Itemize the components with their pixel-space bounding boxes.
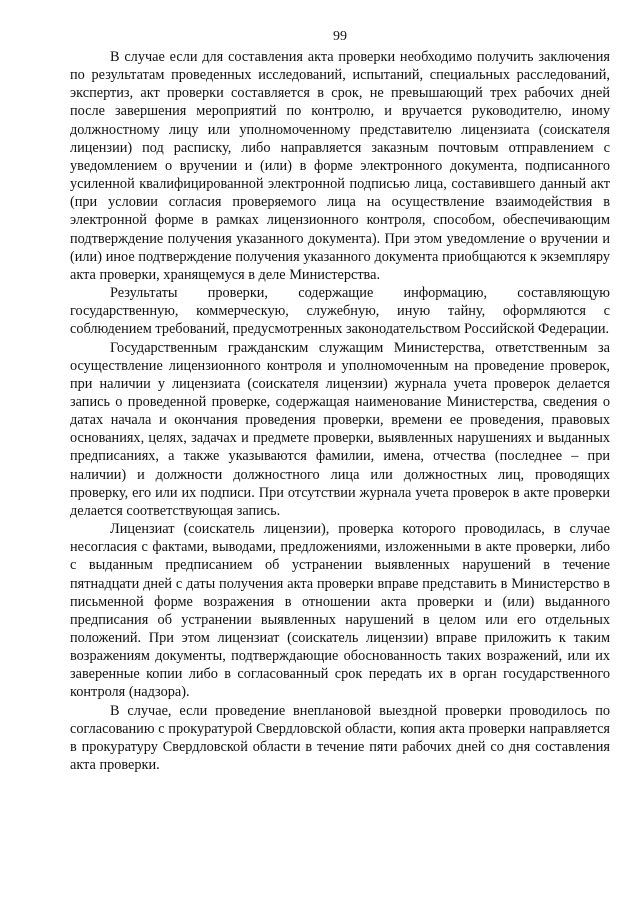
paragraph-inspection-log: Государственным гражданским служащим Министерства, ответственным за осуществление лицензионного контроля и уполномоченным на проведение проверок, при наличии у лицензиата (соискателя лицензии) журнала учета проверок делается запись о проведенной проверке, содержащая наименование Министерства, сведения о датах начала и окончания проведения проверки, времени ее проведения, правовых основаниях, целях, задачах и предмете проверки, выявленных нарушениях и выданных предписаниях, а также указываются фамилии, имена, отчества (последнее – при наличии) и должности должностного лица или должностных лиц, проводящих проверку, его или их подписи. При отсутствии журнала учета проверок в акте проверки делается соответствующая запись. (70, 339, 610, 519)
paragraph-act-delivery: В случае если для составления акта проверки необходимо получить заключения по результатам проведенных исследований, испытаний, специальных расследований, экспертиз, акт проверки составляется в срок, не превышающий трех рабочих дней после завершения мероприятий по контролю, и вручается руководителю, иному должностному лицу или уполномоченному представителю лицензиата (соискателя лицензии) под расписку, либо направляется заказным почтовым отправлением с уведомлением о вручении и (или) в форме электронного документа, подписанного усиленной квалифицированной электронной подписью лица, составившего данный акт (при условии согласия проверяемого лица на осуществление взаимодействия в электронной форме в рамках лицензионного контроля, способом, обеспечивающим подтверждение получения указанного документа). При этом уведомление о вручении и (или) иное подтверждение получения указанного документа приобщаются к экземпляру акта проверки, хранящемуся в деле Министерства. (70, 49, 610, 283)
page-number: 99 (333, 29, 347, 44)
paragraph-objections: Лицензиат (соискатель лицензии), проверка которого проводилась, в случае несогласия с фактами, выводами, предложениями, изложенными в акте проверки, либо с выданным предписанием об устранении выявленных нарушений в течение пятнадцати дней с даты получения акта проверки вправе представить в Министерство в письменной форме возражения в отношении акта проверки и (или) выданного предписания об устранении выявленных нарушений в целом или его отдельных положений. При этом лицензиат (соискатель лицензии) вправе приложить к таким возражениям документы, подтверждающие обоснованность таких возражений, или их заверенные копии либо в согласованный срок передать их в орган государственного контроля (надзора). (70, 521, 610, 701)
paragraph-secret-info: Результаты проверки, содержащие информацию, составляющую государственную, коммерческую, служебную, иную тайну, оформляются с соблюдением требований, предусмотренных законодательством Российской Федерации. (70, 285, 610, 338)
document-page (70, 28, 610, 774)
paragraph-prosecutor-copy: В случае, если проведение внеплановой выездной проверки проводилось по согласованию с прокуратурой Свердловской области, копия акта проверки направляется в прокуратуру Свердловской области в течение пяти рабочих дней со дня составления акта проверки. (70, 702, 610, 774)
